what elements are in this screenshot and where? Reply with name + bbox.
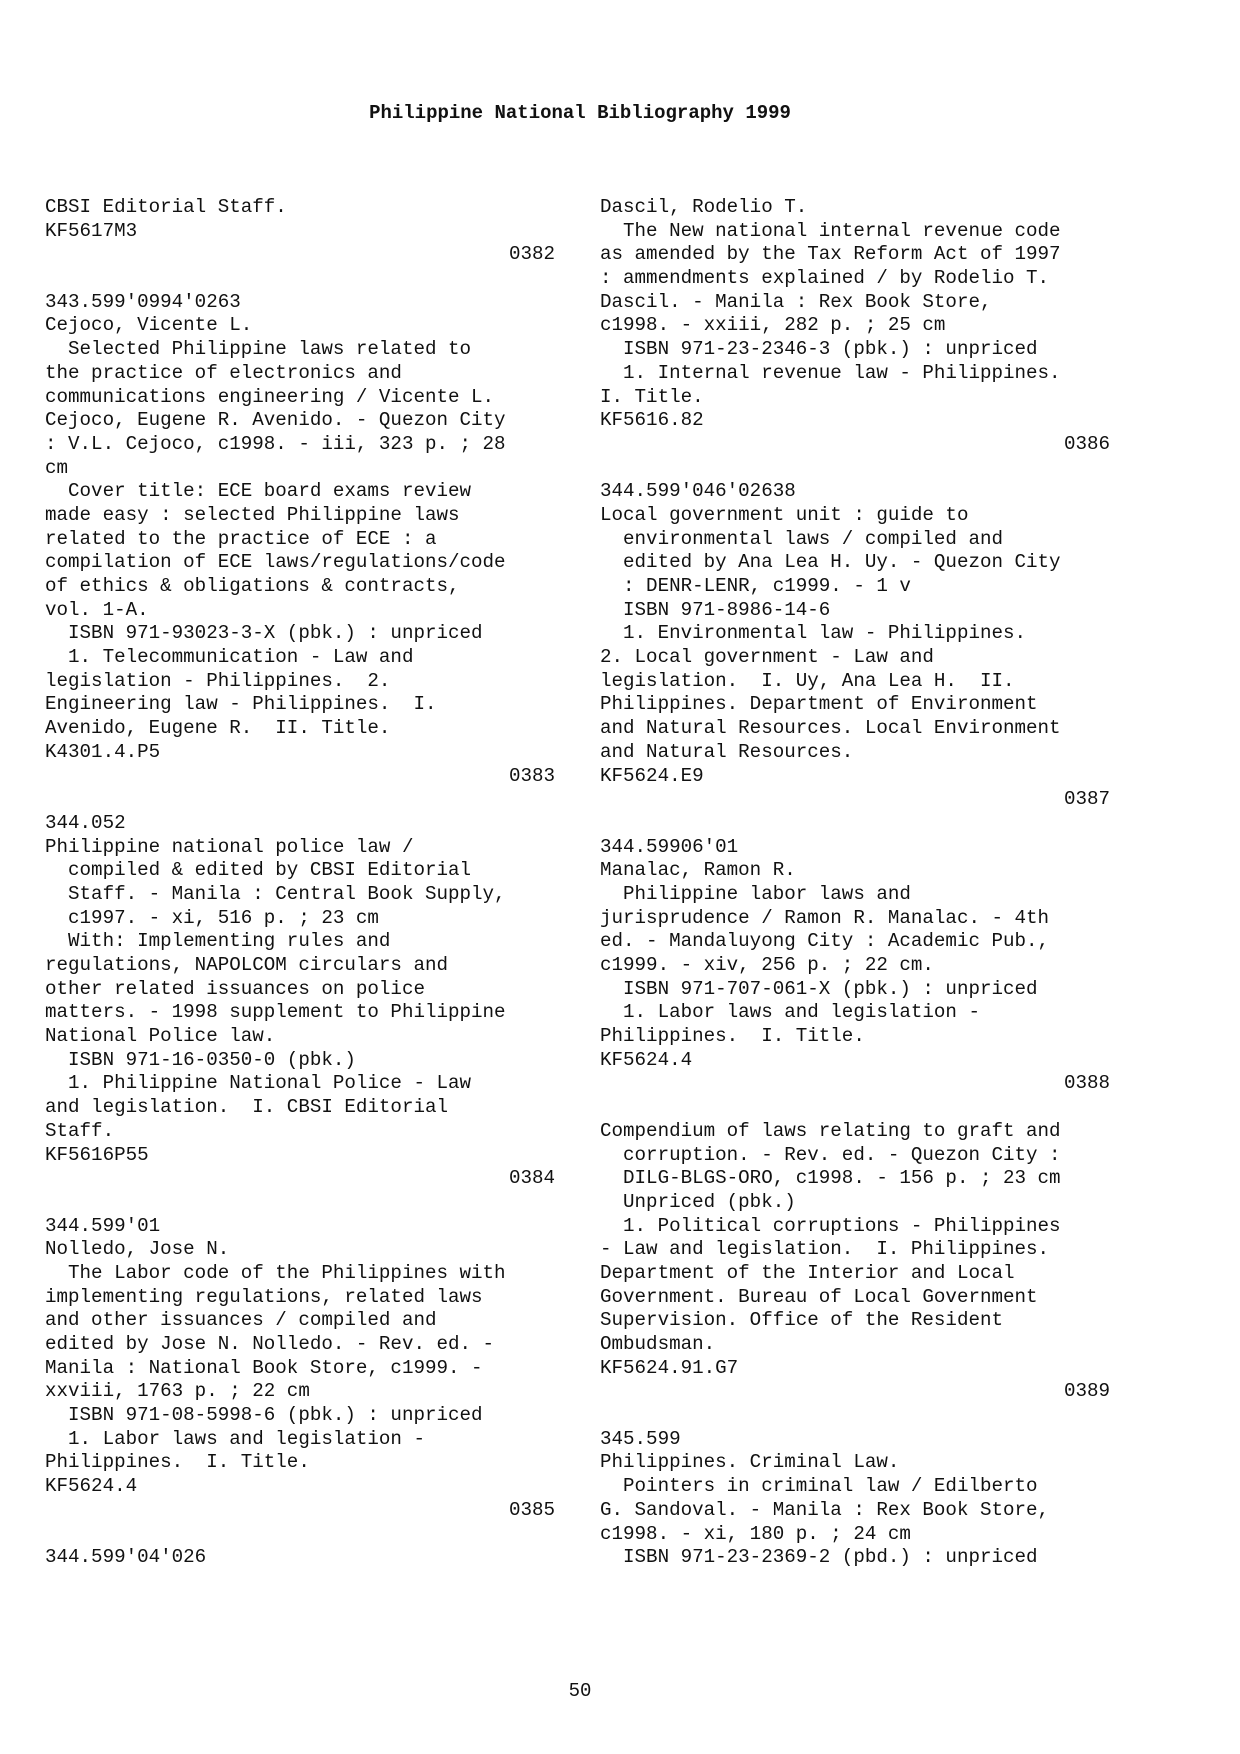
text-line: Staff. bbox=[45, 1119, 115, 1142]
text-line: Compendium of laws relating to graft and bbox=[600, 1119, 1061, 1142]
text-line: regulations, NAPOLCOM circulars and bbox=[45, 954, 449, 976]
text-line: Department of the Interior and Local bbox=[600, 1261, 1015, 1284]
text-line: CBSI Editorial Staff. bbox=[45, 196, 287, 218]
text-line: : V.L. Cejoco, c1998. - iii, 323 p. ; 28 bbox=[45, 432, 506, 455]
entry-number: 0382 bbox=[508, 243, 555, 266]
text-line: 1. Environmental law - Philippines. bbox=[600, 622, 1027, 645]
text-line: corruption. - Rev. ed. - Quezon City : bbox=[600, 1143, 1061, 1166]
text-line: 1. Telecommunication - Law and bbox=[45, 646, 414, 669]
text-line: xxviii, 1763 p. ; 22 cm bbox=[45, 1380, 310, 1403]
text-line: c1998. - xi, 180 p. ; 24 cm bbox=[600, 1522, 911, 1545]
text-line: legislation. I. Uy, Ana Lea H. II. bbox=[600, 669, 1015, 692]
text-line: 344.599'01 bbox=[45, 1214, 161, 1237]
text-line: Philippine labor laws and bbox=[600, 882, 911, 905]
blank-line bbox=[45, 788, 555, 812]
text-line: Selected Philippine laws related to bbox=[45, 338, 472, 361]
text-line: as amended by the Tax Reform Act of 1997 bbox=[600, 243, 1061, 266]
entry-number: 0388 bbox=[1063, 1072, 1110, 1095]
text-line: Manalac, Ramon R. bbox=[600, 859, 796, 882]
text-line: 343.599'0994'0263 bbox=[45, 290, 241, 313]
text-line: Engineering law - Philippines. I. bbox=[45, 693, 437, 716]
text-line: Manila : National Book Store, c1999. - bbox=[45, 1356, 483, 1379]
text-line: and Natural Resources. bbox=[600, 740, 854, 763]
text-line: Philippines. I. Title. bbox=[600, 1025, 865, 1048]
entry-number: 0384 bbox=[508, 1167, 555, 1190]
text-line: 1. Philippine National Police - Law bbox=[45, 1072, 472, 1095]
text-line: Avenido, Eugene R. II. Title. bbox=[45, 717, 391, 740]
text-line: : DENR-LENR, c1999. - 1 v bbox=[600, 575, 911, 597]
text-line: 344.59906'01 bbox=[600, 835, 739, 858]
text-line: Philippines. I. Title. bbox=[45, 1451, 310, 1474]
text-line: 344.599'046'02638 bbox=[600, 480, 796, 503]
text-line: environmental laws / compiled and bbox=[600, 527, 1004, 550]
text-line: 345.599 bbox=[600, 1427, 681, 1450]
left-column bbox=[45, 196, 555, 1570]
text-line: : ammendments explained / by Rodelio T. bbox=[600, 267, 1050, 290]
entry-number: 0389 bbox=[1063, 1380, 1110, 1403]
text-line: vol. 1-A. bbox=[45, 598, 149, 621]
text-line: KF5624.E9 bbox=[600, 764, 704, 787]
entry-number: 0383 bbox=[508, 764, 555, 787]
text-line: ISBN 971-23-2346-3 (pbk.) : unpriced bbox=[600, 338, 1038, 361]
text-line: The Labor code of the Philippines with bbox=[45, 1261, 506, 1284]
text-line: 1. Internal revenue law - Philippines. bbox=[600, 361, 1061, 384]
blank-line bbox=[600, 457, 1110, 481]
text-line: G. Sandoval. - Manila : Rex Book Store, bbox=[600, 1498, 1050, 1521]
blank-line bbox=[45, 1523, 555, 1547]
text-line: Philippines. Department of Environment bbox=[600, 693, 1038, 716]
blank-line bbox=[45, 1191, 555, 1215]
text-line: compiled & edited by CBSI Editorial bbox=[45, 859, 472, 882]
text-line: Government. Bureau of Local Government bbox=[600, 1285, 1038, 1308]
text-line: 2. Local government - Law and bbox=[600, 646, 934, 669]
text-line: ed. - Mandaluyong City : Academic Pub., bbox=[600, 930, 1050, 953]
text-line: Cejoco, Eugene R. Avenido. - Quezon City bbox=[45, 409, 506, 432]
text-line: Unpriced (pbk.) bbox=[600, 1190, 796, 1213]
text-line: communications engineering / Vicente L. bbox=[45, 385, 495, 408]
text-line: Ombudsman. bbox=[600, 1333, 716, 1355]
text-line: ISBN 971-16-0350-0 (pbk.) bbox=[45, 1048, 356, 1071]
text-line: 344.599'04'026 bbox=[45, 1546, 207, 1569]
text-line: KF5624.4 bbox=[600, 1048, 693, 1071]
text-line: Cover title: ECE board exams review bbox=[45, 480, 472, 503]
text-line: and legislation. I. CBSI Editorial bbox=[45, 1096, 449, 1119]
entry-number: 0387 bbox=[1063, 788, 1110, 811]
text-line: Nolledo, Jose N. bbox=[45, 1238, 230, 1261]
text-line: KF5616P55 bbox=[45, 1143, 149, 1166]
text-line: Dascil. - Manila : Rex Book Store, bbox=[600, 290, 992, 313]
text-line: c1998. - xxiii, 282 p. ; 25 cm bbox=[600, 314, 946, 337]
right-column bbox=[600, 196, 1110, 1570]
text-line: and other issuances / compiled and bbox=[45, 1309, 437, 1332]
text-line: With: Implementing rules and bbox=[45, 930, 391, 953]
text-line: KF5624.4 bbox=[45, 1475, 138, 1498]
text-line: c1999. - xiv, 256 p. ; 22 cm. bbox=[600, 954, 934, 976]
text-line: ISBN 971-23-2369-2 (pbd.) : unpriced bbox=[600, 1546, 1038, 1569]
text-line: other related issuances on police bbox=[45, 977, 425, 1000]
text-line: ISBN 971-08-5998-6 (pbk.) : unpriced bbox=[45, 1404, 483, 1427]
text-line: 1. Political corruptions - Philippines bbox=[600, 1214, 1061, 1237]
page-title: Philippine National Bibliography 1999 bbox=[369, 102, 791, 124]
text-line: and Natural Resources. Local Environment bbox=[600, 717, 1061, 740]
text-line: - Law and legislation. I. Philippines. bbox=[600, 1238, 1050, 1261]
text-line: implementing regulations, related laws bbox=[45, 1285, 483, 1308]
text-line: ISBN 971-707-061-X (pbk.) : unpriced bbox=[600, 977, 1038, 1000]
text-line: DILG-BLGS-ORO, c1998. - 156 p. ; 23 cm bbox=[600, 1167, 1061, 1190]
text-line: of ethics & obligations & contracts, bbox=[45, 575, 460, 597]
text-line: I. Title. bbox=[600, 385, 704, 408]
text-line: KF5617M3 bbox=[45, 219, 138, 242]
text-line: Philippine national police law / bbox=[45, 835, 414, 858]
text-line: National Police law. bbox=[45, 1025, 276, 1048]
text-line: Staff. - Manila : Central Book Supply, bbox=[45, 882, 506, 905]
text-line: Philippines. Criminal Law. bbox=[600, 1451, 900, 1474]
text-line: cm bbox=[45, 456, 69, 479]
text-line: related to the practice of ECE : a bbox=[45, 527, 437, 550]
text-line: 344.052 bbox=[45, 811, 126, 834]
text-line: made easy : selected Philippine laws bbox=[45, 503, 460, 526]
text-line: jurisprudence / Ramon R. Manalac. - 4th bbox=[600, 906, 1050, 929]
entry-number: 0385 bbox=[508, 1498, 555, 1521]
text-line: compilation of ECE laws/regulations/code bbox=[45, 551, 506, 574]
text-line: ISBN 971-93023-3-X (pbk.) : unpriced bbox=[45, 622, 483, 645]
text-line: 1. Labor laws and legislation - bbox=[600, 1001, 980, 1024]
text-line: Pointers in criminal law / Edilberto bbox=[600, 1475, 1038, 1498]
text-line: legislation - Philippines. 2. bbox=[45, 669, 391, 692]
text-line: KF5616.82 bbox=[600, 409, 704, 432]
text-line: c1997. - xi, 516 p. ; 23 cm bbox=[45, 906, 379, 929]
text-line: edited by Jose N. Nolledo. - Rev. ed. - bbox=[45, 1333, 495, 1355]
text-line: 1. Labor laws and legislation - bbox=[45, 1427, 425, 1450]
blank-line bbox=[45, 267, 555, 291]
text-line: matters. - 1998 supplement to Philippine bbox=[45, 1001, 506, 1024]
blank-line bbox=[600, 812, 1110, 836]
text-line: edited by Ana Lea H. Uy. - Quezon City bbox=[600, 551, 1061, 574]
text-line: Cejoco, Vicente L. bbox=[45, 314, 253, 337]
text-line: ISBN 971-8986-14-6 bbox=[600, 598, 831, 621]
blank-line bbox=[600, 1404, 1110, 1428]
text-line: Local government unit : guide to bbox=[600, 503, 969, 526]
text-line: Dascil, Rodelio T. bbox=[600, 196, 808, 218]
text-line: Supervision. Office of the Resident bbox=[600, 1309, 1004, 1332]
text-line: the practice of electronics and bbox=[45, 361, 402, 384]
text-line: K4301.4.P5 bbox=[45, 740, 161, 763]
page-number: 50 bbox=[568, 1680, 592, 1702]
text-line: KF5624.91.G7 bbox=[600, 1356, 739, 1379]
blank-line bbox=[600, 1096, 1110, 1120]
text-line: The New national internal revenue code bbox=[600, 219, 1061, 242]
entry-number: 0386 bbox=[1063, 432, 1110, 455]
